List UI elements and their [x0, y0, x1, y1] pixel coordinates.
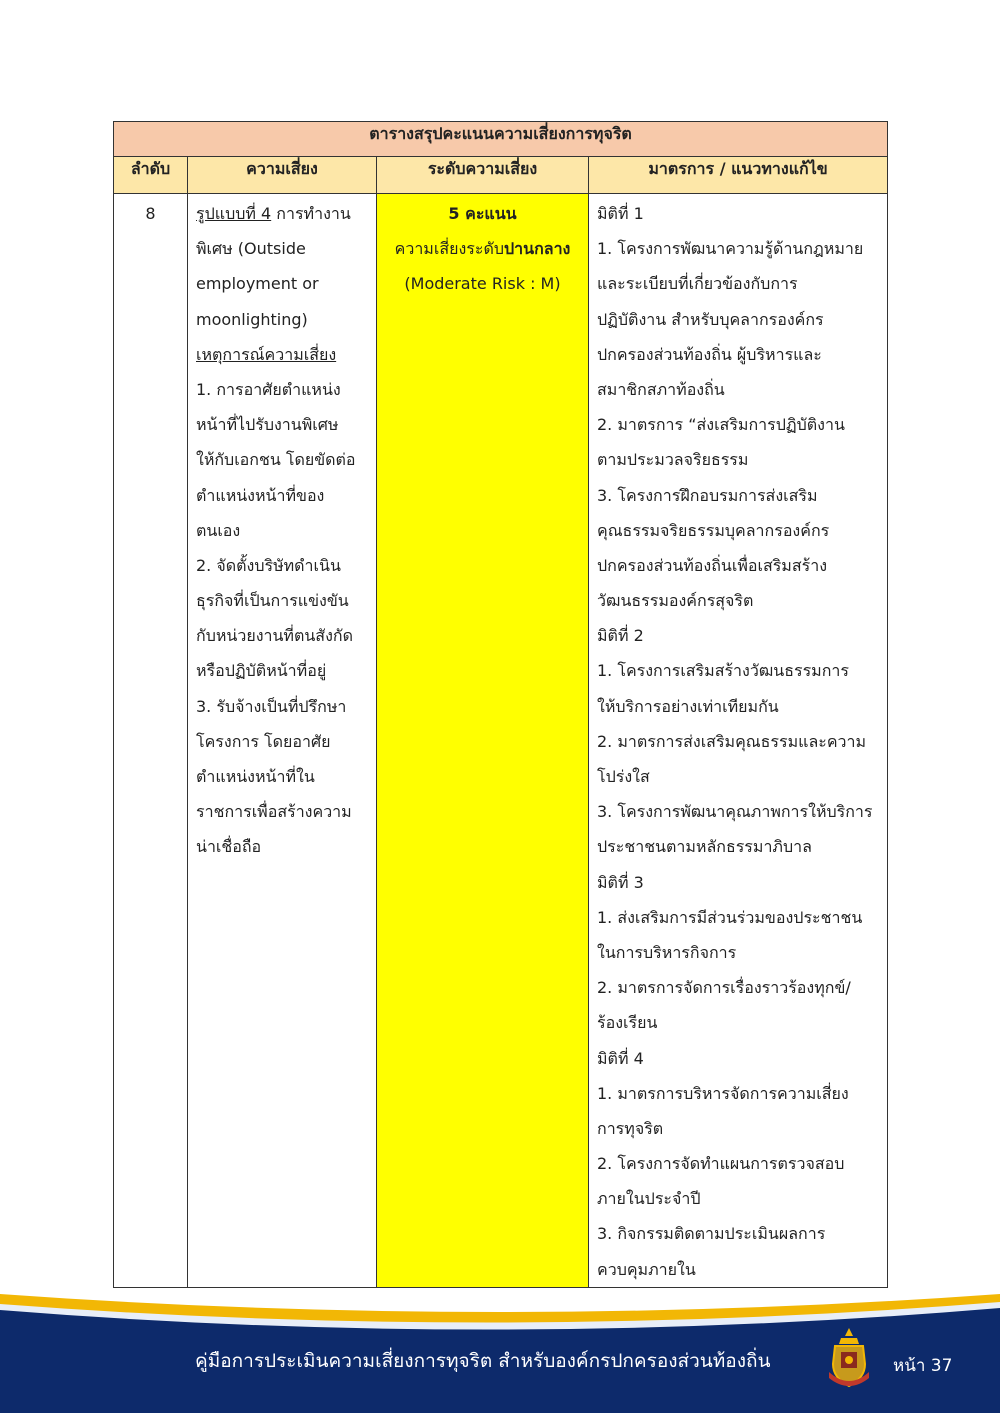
measure-line: 1. โครงการเสริมสร้างวัฒนธรรมการ — [597, 661, 849, 681]
risk-event-line: หรือปฏิบัติหน้าที่อยู่ — [196, 661, 327, 681]
measure-line: ในการบริหารกิจการ — [597, 942, 737, 962]
row-number: 8 — [145, 204, 156, 223]
measure-line: ร้องเรียน — [597, 1013, 658, 1033]
risk-event-line: โครงการ โดยอาศัย — [196, 731, 331, 751]
table-header-row — [114, 157, 888, 194]
table-title: ตารางสรุปคะแนนความเสี่ยงการทุจริต — [114, 122, 888, 157]
measure-line: โปร่งใส — [597, 767, 650, 786]
page-number: หน้า 37 — [893, 1356, 953, 1376]
measure-line: ปกครองส่วนท้องถิ่นเพื่อเสริมสร้าง — [597, 555, 827, 575]
risk-event-line: ตำแหน่งหน้าที่ใน — [196, 767, 315, 786]
header-no: ลำดับ — [114, 157, 188, 194]
risk-event-line: น่าเชื่อถือ — [196, 837, 262, 857]
measure-line: 2. มาตรการ “ส่งเสริมการปฏิบัติงาน — [597, 415, 845, 435]
risk-pattern-label: รูปแบบที่ 4 — [196, 204, 272, 223]
risk-level-prefix: ความเสี่ยงระดับ — [394, 239, 504, 259]
risk-level-line — [385, 231, 580, 266]
dimension-heading: มิติที่ 1 — [597, 204, 644, 223]
measure-line: ภายในประจำปี — [597, 1189, 701, 1209]
risk-score: 5 คะแนน — [448, 204, 517, 223]
risk-event-line: 2. จัดตั้งบริษัทดำเนิน — [196, 555, 341, 575]
measure-line: 2. โครงการจัดทำแผนการตรวจสอบ — [597, 1154, 845, 1174]
measure-line: ปกครองส่วนท้องถิ่น ผู้บริหารและ — [597, 344, 822, 364]
header-risk: ความเสี่ยง — [188, 157, 377, 194]
measure-line: ให้บริการอย่างเท่าเทียมกัน — [597, 696, 779, 716]
measure-line: 3. กิจกรรมติดตามประเมินผลการ — [597, 1224, 826, 1244]
dimension-heading: มิติที่ 3 — [597, 872, 644, 892]
measure-line: ประชาชนตามหลักธรรมาภิบาล — [597, 837, 812, 857]
risk-event-line: ตำแหน่งหน้าที่ของ — [196, 485, 325, 505]
measure-line: 3. โครงการฝึกอบรมการส่งเสริม — [597, 485, 818, 505]
row-number-cell — [114, 194, 188, 1288]
header-measures: มาตรการ / แนวทางแก้ไข — [589, 157, 888, 194]
risk-cell — [188, 194, 377, 1288]
risk-event-line: 1. การอาศัยตำแหน่ง — [196, 379, 341, 399]
measure-line: 3. โครงการพัฒนาคุณภาพการให้บริการ — [597, 802, 873, 822]
footer-title: คู่มือการประเมินความเสี่ยงการทุจริต สำหรับองค์กรปกครองส่วนท้องถิ่น — [195, 1350, 771, 1372]
measure-line: ตามประมวลจริยธรรม — [597, 450, 749, 470]
risk-level-word: ปานกลาง — [504, 239, 571, 259]
risk-line: employment or — [196, 274, 319, 294]
measure-line: 1. ส่งเสริมการมีส่วนร่วมของประชาชน — [597, 907, 863, 927]
dimension-heading: มิติที่ 4 — [597, 1048, 644, 1068]
header-level: ระดับความเสี่ยง — [377, 157, 589, 194]
risk-level-en: (Moderate Risk : M) — [404, 274, 561, 294]
risk-event-line: ให้กับเอกชน โดยขัดต่อ — [196, 450, 356, 470]
measure-line: สมาชิกสภาท้องถิ่น — [597, 379, 725, 399]
table-title-row — [114, 122, 888, 157]
measure-line: ควบคุมภายใน — [597, 1259, 696, 1279]
risk-pattern-title: การทำงาน — [271, 204, 351, 223]
measures-list — [589, 194, 887, 1287]
risk-event-label: เหตุการณ์ความเสี่ยง — [196, 344, 337, 364]
measure-line: 1. โครงการพัฒนาความรู้ด้านกฎหมาย — [597, 239, 864, 259]
measures-cell — [589, 194, 888, 1288]
measure-line: วัฒนธรรมองค์กรสุจริต — [597, 591, 754, 611]
measure-line: 2. มาตรการจัดการเรื่องราวร้องทุกข์/ — [597, 978, 851, 998]
measure-line: 2. มาตรการส่งเสริมคุณธรรมและความ — [597, 731, 867, 751]
measure-line: ปฏิบัติงาน สำหรับบุคลากรองค์กร — [597, 309, 824, 329]
risk-event-line: ราชการเพื่อสร้างความ — [196, 802, 352, 822]
risk-event-line: หน้าที่ไปรับงานพิเศษ — [196, 415, 339, 435]
measure-line: 1. มาตรการบริหารจัดการความเสี่ยง — [597, 1083, 849, 1103]
risk-event-line: กับหน่วยงานที่ตนสังกัด — [196, 626, 353, 646]
dimension-heading: มิติที่ 2 — [597, 626, 644, 646]
risk-level-cell — [377, 194, 589, 1288]
table-row — [114, 194, 888, 1288]
risk-event-line: ตนเอง — [196, 520, 241, 540]
risk-event-line: 3. รับจ้างเป็นที่ปรึกษา — [196, 696, 347, 716]
risk-pattern-line — [196, 196, 368, 231]
measure-line: และระเบียบที่เกี่ยวข้องกับการ — [597, 274, 798, 294]
risk-event-line: ธุรกิจที่เป็นการแข่งขัน — [196, 591, 349, 611]
measure-line: การทุจริต — [597, 1118, 664, 1138]
risk-line: พิเศษ (Outside — [196, 239, 306, 259]
risk-line: moonlighting) — [196, 309, 308, 329]
measure-line: คุณธรรมจริยธรรมบุคลากรองค์กร — [597, 520, 830, 540]
crest-emblem-icon — [823, 1326, 875, 1392]
risk-summary-table — [113, 121, 888, 1288]
